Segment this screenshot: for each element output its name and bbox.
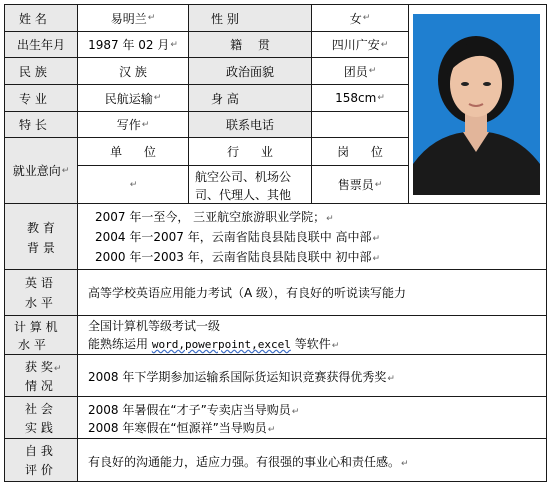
paragraph-mark-icon: ↵: [372, 234, 381, 244]
education-line-2: 2004 年一2007 年，云南省陆良县陆良联中 高中部↵: [95, 230, 381, 244]
paragraph-mark-icon: ↵: [129, 179, 138, 190]
portrait-photo-icon: [413, 14, 540, 195]
position-value: [312, 166, 408, 203]
major-label: [5, 85, 77, 111]
english-content: [78, 270, 546, 315]
phone-label: [189, 112, 311, 137]
paragraph-mark-icon: ↵: [326, 214, 334, 224]
height-label-text: 身 高: [211, 91, 239, 106]
practice-line2: 2008 年寒假在“恒源祥”当导购员↵: [88, 421, 276, 435]
height-label: [189, 85, 311, 111]
computer-content: [78, 316, 546, 354]
awards-label: [5, 355, 77, 396]
industry-value-line2: 司、代理人、其他: [195, 188, 292, 202]
unit-header: [78, 138, 188, 165]
computer-line1: 全国计算机等级考试一级: [88, 319, 221, 333]
unit-value: [78, 166, 188, 203]
practice-label-line2: 实 践: [25, 421, 53, 435]
major-label-text: 专 业: [19, 91, 47, 106]
practice-label: [5, 397, 77, 438]
origin-value-text: 四川广安: [331, 38, 380, 52]
major-value: [78, 85, 188, 111]
self-eval-text: 有良好的沟通能力，适应力强。有很强的事业心和责任感。↵: [88, 455, 409, 469]
self-eval-label-line2: 评 价: [25, 463, 53, 477]
ethnic-value-text: 汉 族: [119, 64, 147, 79]
industry-header: [189, 138, 311, 165]
paragraph-mark-icon: ↵: [377, 93, 385, 103]
english-label-line2: 水 平: [25, 296, 53, 310]
ethnic-value: [78, 58, 188, 84]
political-label-text: 政治面貌: [225, 64, 274, 79]
height-value: [312, 85, 408, 111]
education-label-line2: 背 景: [27, 241, 55, 255]
origin-value: [312, 32, 408, 57]
political-value-text: 团员: [343, 64, 368, 79]
education-label-line1: 教 育: [27, 221, 55, 235]
portrait-photo: [413, 14, 540, 195]
position-value-text: 售票员: [337, 178, 374, 192]
gender-value: [312, 5, 408, 31]
education-line-3: 2000 年一2003 年，云南省陆良县陆良联中 初中部↵: [95, 250, 381, 264]
name-value: [78, 5, 188, 31]
self-eval-content: [78, 439, 546, 481]
paragraph-mark-icon: ↵: [53, 364, 62, 374]
height-value-text: 158cm: [335, 91, 377, 105]
paragraph-mark-icon: ↵: [387, 374, 395, 384]
self-eval-label-line1: 自 我: [25, 444, 53, 458]
computer-label-line2: 水 平: [18, 338, 46, 352]
paragraph-mark-icon: ↵: [380, 39, 389, 50]
english-label: [5, 270, 77, 315]
industry-value: [189, 166, 311, 203]
awards-text: 2008 年下学期参加运输系国际货运知识竞赛获得优秀奖↵: [88, 370, 395, 384]
ethnic-label-text: 民 族: [19, 64, 47, 79]
position-header-text: 岗 位: [337, 145, 383, 159]
paragraph-mark-icon: ↵: [170, 39, 178, 50]
education-label: [5, 204, 77, 269]
paragraph-mark-icon: ↵: [153, 93, 162, 103]
specialty-label: [5, 112, 77, 137]
practice-label-line1: 社 会: [25, 402, 53, 416]
paragraph-mark-icon: ↵: [362, 13, 371, 23]
major-value-text: 民航运输: [104, 91, 153, 106]
origin-label-text: 籍 贯: [230, 38, 270, 52]
political-label: [189, 58, 311, 84]
paragraph-mark-icon: ↵: [141, 119, 150, 130]
specialty-value: [78, 112, 188, 137]
computer-line2-suffix: 等软件: [290, 337, 331, 351]
awards-content: [78, 355, 546, 396]
name-value-text: 易明兰: [110, 11, 147, 26]
paragraph-mark-icon: ↵: [147, 13, 156, 23]
computer-line2: [88, 335, 339, 352]
specialty-label-text: 特 长: [19, 118, 47, 132]
job-intent-label: [5, 138, 77, 203]
specialty-value-text: 写作: [116, 118, 141, 132]
practice-content: [78, 397, 546, 438]
ethnic-label: [5, 58, 77, 84]
paragraph-mark-icon: ↵: [267, 425, 276, 435]
paragraph-mark-icon: ↵: [291, 407, 300, 417]
computer-label-line1: 计 算 机: [14, 320, 58, 334]
computer-software-list: word,powerpoint,excel: [151, 338, 291, 351]
education-line-1: 2007 年一至今， 三亚航空旅游职业学院；↵: [95, 210, 334, 224]
name-label-text: 姓 名: [19, 11, 47, 26]
paragraph-mark-icon: ↵: [331, 341, 340, 351]
industry-header-text: 行 业: [227, 145, 273, 159]
computer-line2-prefix: 能熟练运用: [88, 337, 152, 351]
name-label: [5, 5, 77, 31]
practice-line1: 2008 年暑假在“才子”专卖店当导购员↵: [88, 403, 300, 417]
gender-value-text: 女: [349, 11, 362, 26]
english-label-line1: 英 语: [25, 276, 53, 290]
education-content: [78, 204, 546, 269]
computer-label: [5, 316, 77, 354]
gender-label-text: 性 别: [211, 11, 239, 26]
phone-value: [312, 112, 408, 137]
birth-value: [78, 32, 188, 57]
paragraph-mark-icon: ↵: [368, 66, 377, 76]
origin-label: [189, 32, 311, 57]
awards-label-line2: 情 况: [25, 379, 53, 393]
awards-label-line1: 获 奖↵: [25, 360, 62, 374]
paragraph-mark-icon: ↵: [374, 179, 383, 190]
paragraph-mark-icon: ↵: [61, 165, 70, 176]
birth-label: [5, 32, 77, 57]
job-intent-label-text: 就业意向: [12, 164, 61, 178]
phone-label-text: 联系电话: [225, 118, 274, 132]
political-value: [312, 58, 408, 84]
industry-value-line1: 航空公司、机场公: [195, 170, 292, 184]
birth-value-text: 1987 年 02 月: [88, 38, 170, 52]
birth-label-text: 出生年月: [16, 38, 65, 52]
self-eval-label: [5, 439, 77, 481]
paragraph-mark-icon: ↵: [401, 459, 409, 469]
english-text: 高等学校英语应用能力考试（A 级），有良好的听说读写能力: [88, 286, 407, 300]
paragraph-mark-icon: ↵: [372, 254, 381, 264]
gender-label: [189, 5, 311, 31]
position-header: [312, 138, 408, 165]
unit-header-text: 单 位: [110, 145, 156, 159]
